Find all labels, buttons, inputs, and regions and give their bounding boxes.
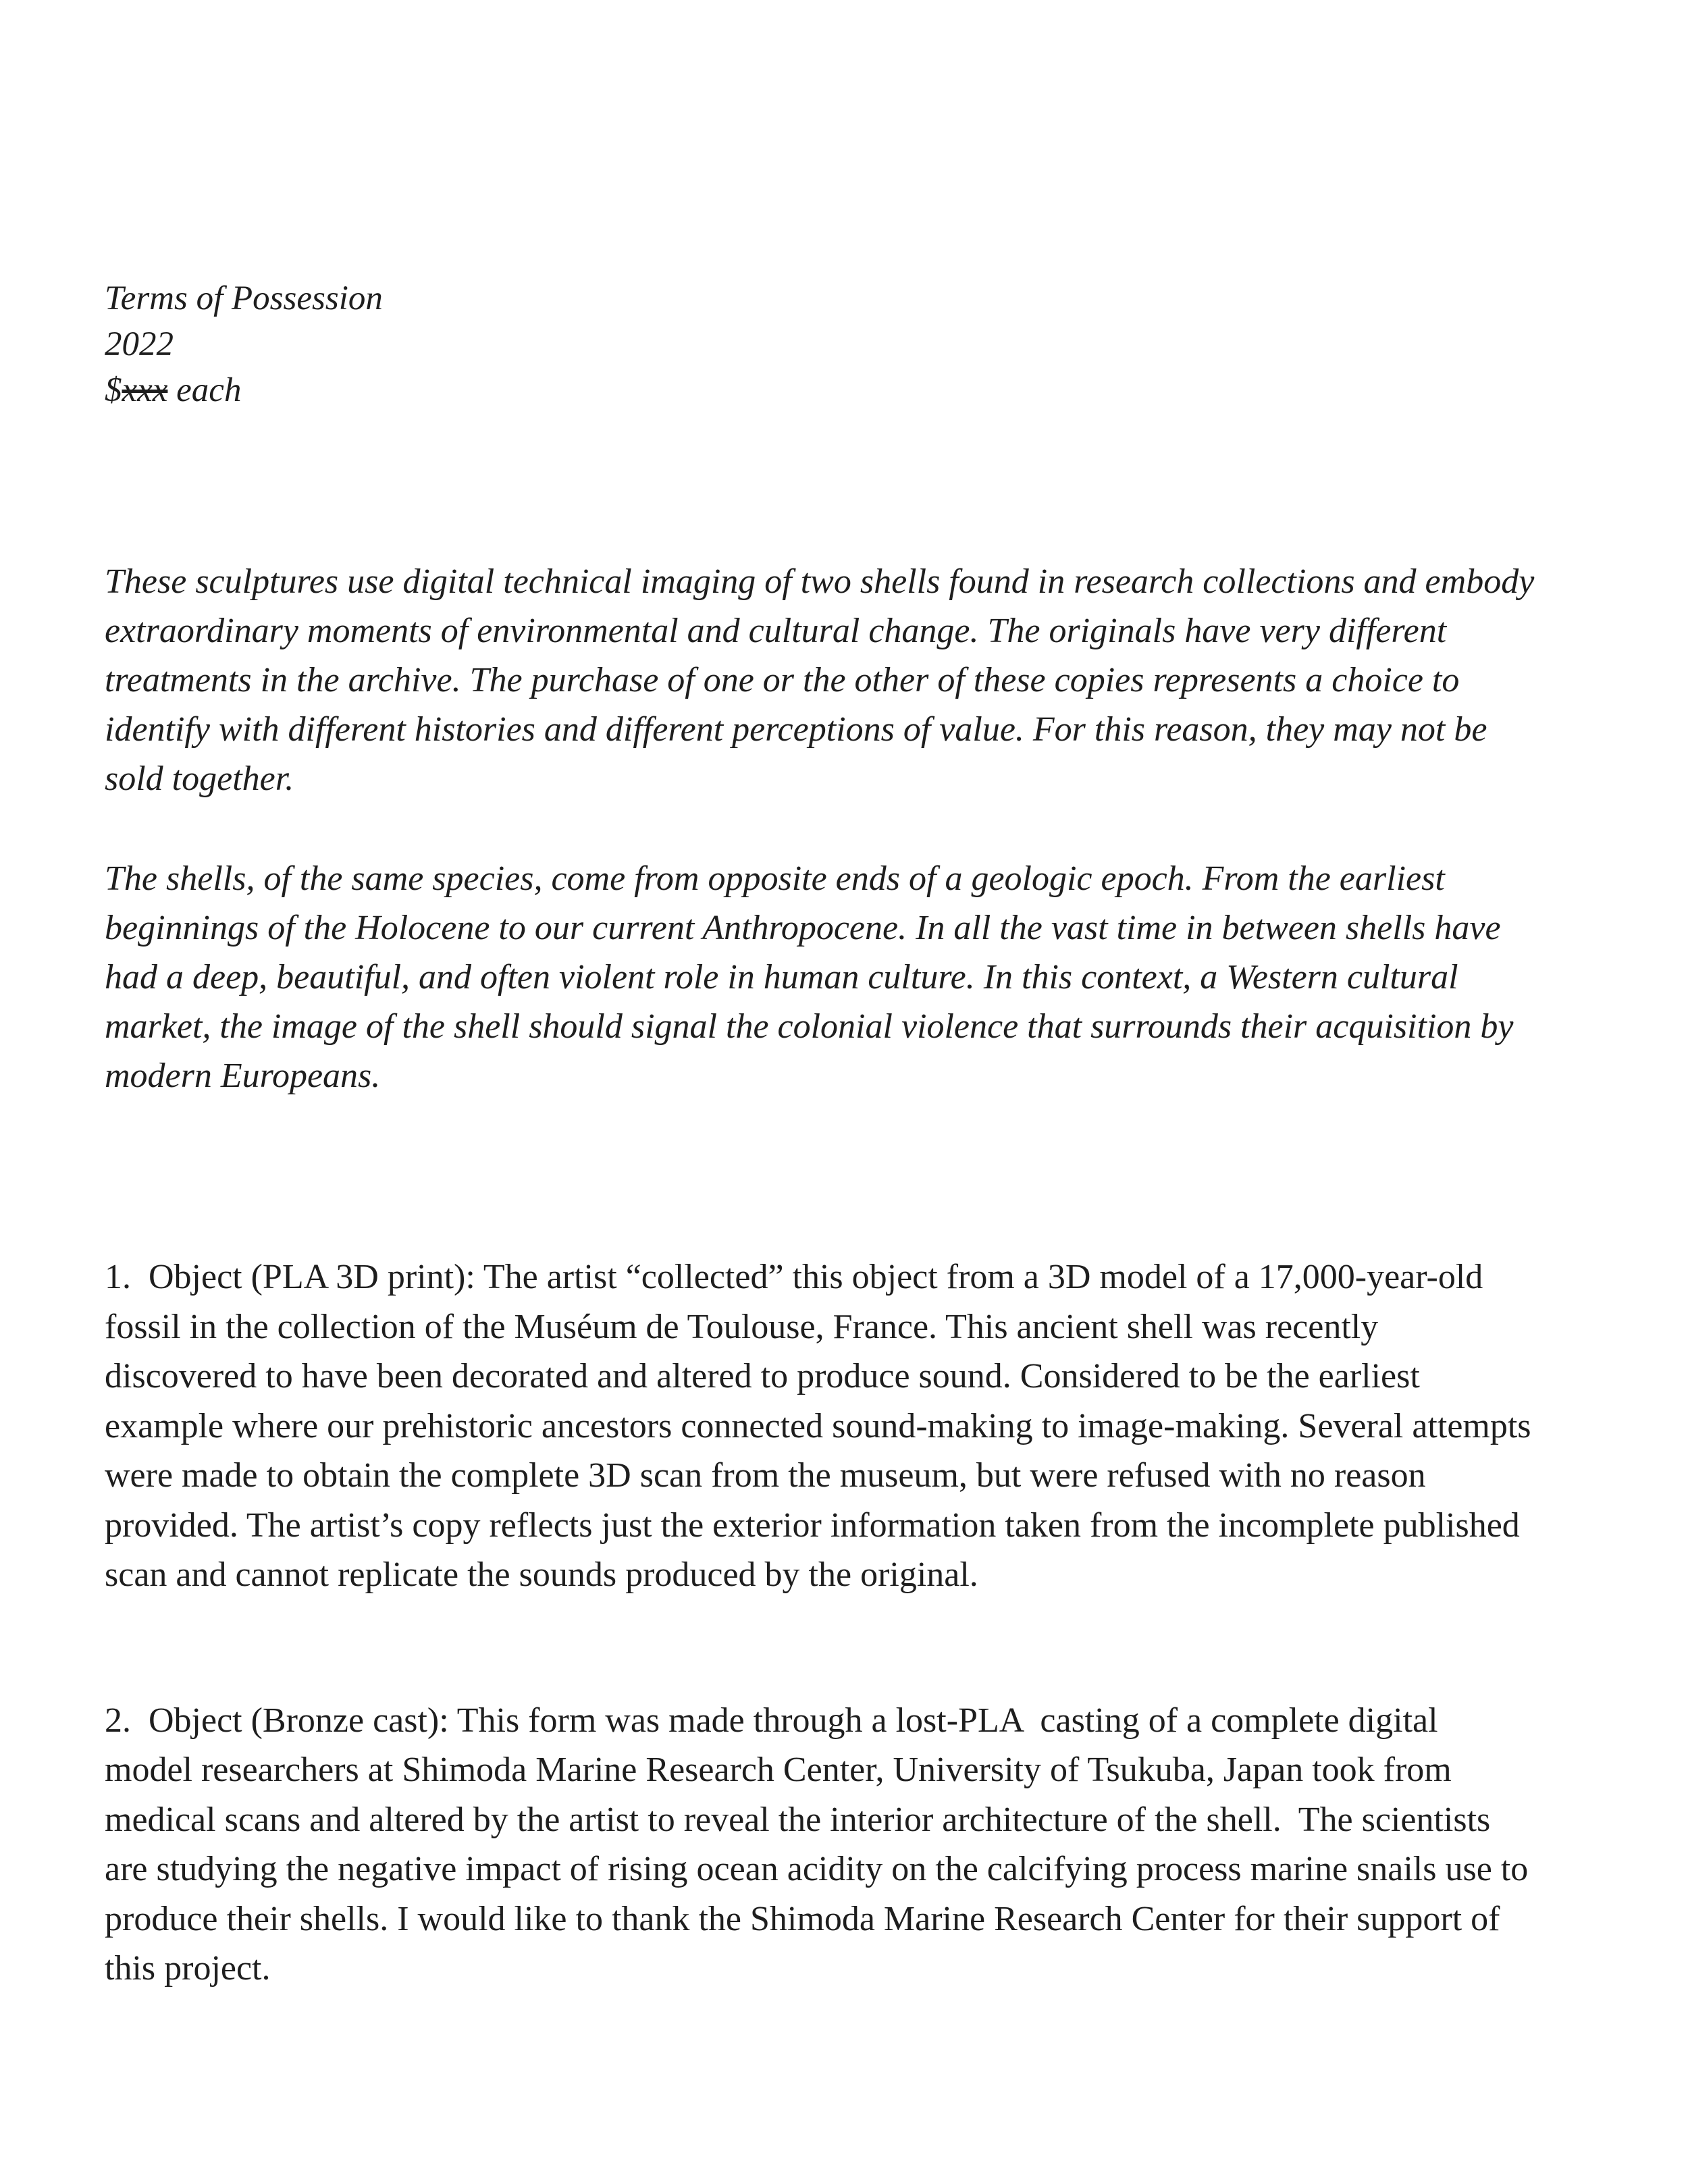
artwork-price bbox=[105, 367, 383, 413]
price-suffix: each bbox=[167, 371, 242, 409]
object-description-1: 1. Object (PLA 3D print): The artist “collected” this object from a 3D model of a 17,000-year-old fossil in the collection of the Muséum de Toulouse, France. This ancient shell was recently discovered to have been decorated and altered to produce sound. Considered to be the earliest example where our prehistoric ancestors connected sound-making to image-making. Several attempts were made to obtain the complete 3D scan from the museum, but were refused with no reason provided. The artist’s copy reflects just the exterior information taken from the incomplete published scan and cannot replicate the sounds produced by the original. bbox=[105, 1258, 1540, 1594]
artwork-title: Terms of Possession bbox=[105, 279, 383, 317]
price-struck-value: xxx bbox=[122, 371, 168, 409]
intro-paragraph-2: The shells, of the same species, come from opposite ends of a geologic epoch. From the earliest beginnings of the Holocene to our current Anthropocene. In all the vast time in between shells have had a deep, beautiful, and often violent role in human culture. In this context, a Western cultural market, the image of the shell should signal the colonial violence that surrounds their acquisition by modern Europeans. bbox=[105, 859, 1514, 1095]
object-descriptions bbox=[105, 1252, 1540, 1994]
intro-paragraph-1: These sculptures use digital technical imaging of two shells found in research collections and embody extraordinary moments of environmental and cultural change. The originals have very different treatments in the archive. The purchase of one or the other of these copies represents a choice to identify with different histories and different perceptions of value. For this reason, they may not be sold together. bbox=[105, 562, 1535, 798]
artwork-year: 2022 bbox=[105, 325, 174, 363]
artwork-header bbox=[105, 275, 383, 413]
price-currency: $ bbox=[105, 371, 122, 409]
object-description-2: 2. Object (Bronze cast): This form was made through a lost-PLA casting of a complete digital model researchers at Shimoda Marine Research Center, University of Tsukuba, Japan took from medical scans and altered by the artist to reveal the interior architecture of the shell. The scientists are studying the negative impact of rising ocean acidity on the calcifying process marine snails use to produce their shells. I would like to thank the Shimoda Marine Research Center for their support of this project. bbox=[105, 1701, 1537, 1988]
intro-statement bbox=[105, 557, 1543, 1100]
